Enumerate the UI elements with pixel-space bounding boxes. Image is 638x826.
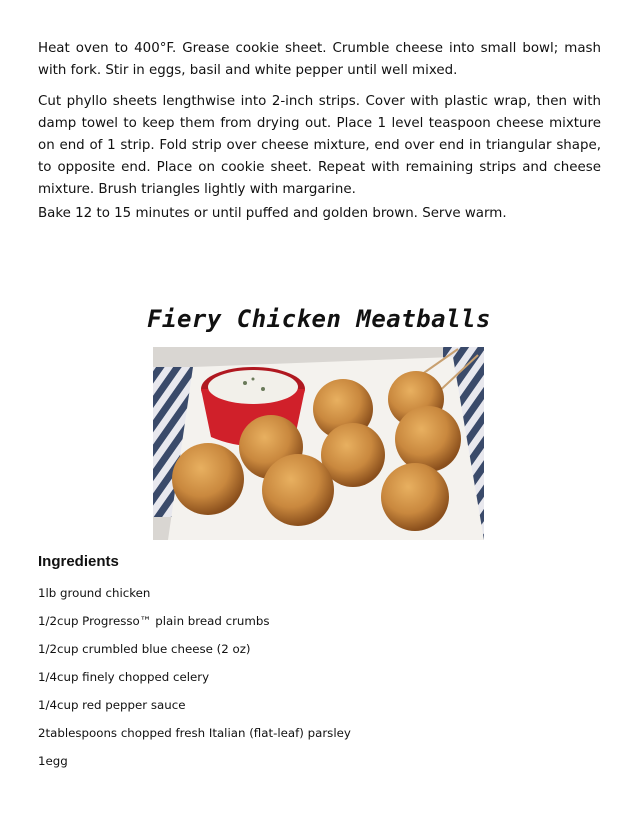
meatball-5: [395, 406, 461, 472]
instruction-paragraph-3: Bake 12 to 15 minutes or until puffed and golden brown. Serve warm.: [38, 206, 507, 221]
blue-cheese-dip: [208, 370, 298, 404]
ingredient-item: 1/2cup crumbled blue cheese (2 oz): [38, 642, 251, 656]
ingredients-heading: Ingredients: [38, 553, 119, 570]
instruction-paragraph-1: Heat oven to 400°F. Grease cookie sheet. Crumble cheese into small bowl; mash with fork. Stir in eggs, basil and white pepper until well mixed.: [38, 41, 601, 78]
meatball-8: [381, 463, 449, 531]
ingredient-item: 2tablespoons chopped fresh Italian (flat-leaf) parsley: [38, 726, 351, 740]
meatball-7: [262, 454, 334, 526]
instruction-paragraph-2: Cut phyllo sheets lengthwise into 2-inch strips. Cover with plastic wrap, then with damp towel to keep them from drying out. Place 1 level teaspoon cheese mixture on end of 1 strip. Fold strip over cheese mixture, end over end in triangular shape, to opposite end. Place on cookie sheet. Repeat with remaining strips and cheese mixture. Brush triangles lightly with margarine.: [38, 94, 601, 197]
ingredient-item: 1/2cup Progresso™ plain bread crumbs: [38, 614, 270, 628]
meatballs-photo: [153, 347, 484, 540]
ingredient-item: 1/4cup finely chopped celery: [38, 670, 210, 684]
ingredient-item: 1lb ground chicken: [38, 586, 151, 600]
recipe-title: Fiery Chicken Meatballs: [147, 305, 491, 333]
meatball-6: [172, 443, 244, 515]
ingredient-item: 1/4cup red pepper sauce: [38, 698, 186, 712]
ingredients-list: [38, 586, 351, 782]
ingredient-item: 1egg: [38, 754, 68, 768]
